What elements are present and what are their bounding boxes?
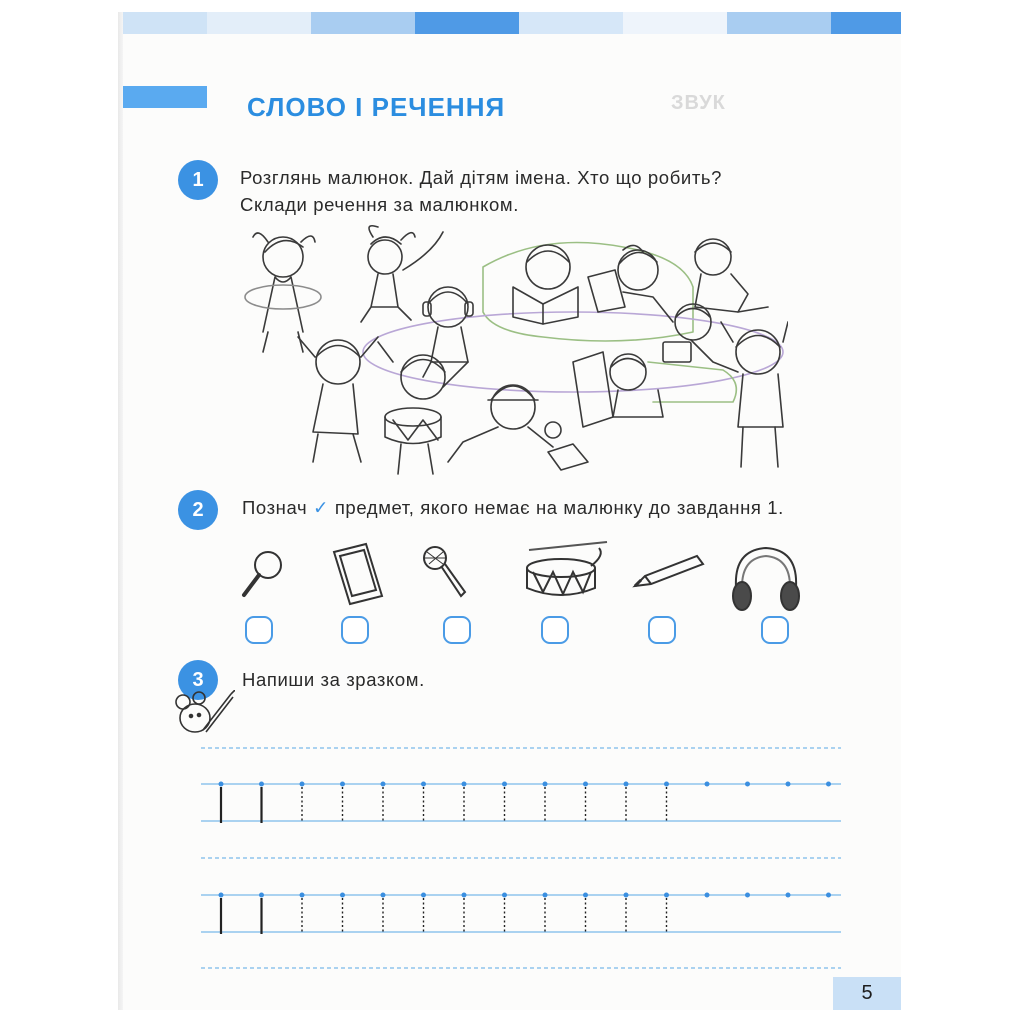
start-dot	[705, 893, 710, 898]
start-dot	[340, 782, 345, 787]
drum-icon	[521, 540, 611, 600]
start-dot	[745, 893, 750, 898]
task-1-line-2: Склади речення за малюнком.	[240, 194, 519, 215]
show-through-title: ЗВУК	[671, 92, 726, 114]
task-1-line-1: Розглянь малюнок. Дай дітям імена. Хто що робить?	[240, 167, 723, 188]
task-3-number: 3	[178, 660, 218, 700]
start-dot	[219, 893, 224, 898]
workbook-page	[123, 12, 901, 1010]
start-dot	[462, 893, 467, 898]
phone-icon	[328, 540, 388, 610]
answer-box-pencil[interactable]	[648, 616, 676, 644]
start-dot	[340, 893, 345, 898]
start-dot	[381, 782, 386, 787]
start-dot	[583, 782, 588, 787]
start-dot	[259, 782, 264, 787]
magnifier-icon	[238, 547, 288, 602]
writing-row-1	[219, 782, 832, 824]
start-dot	[583, 893, 588, 898]
start-dot	[543, 782, 548, 787]
headphones-icon	[726, 542, 806, 617]
start-dot	[381, 893, 386, 898]
task-1-text	[240, 164, 722, 218]
start-dot	[705, 782, 710, 787]
pencil-icon	[631, 552, 706, 592]
start-dot	[745, 782, 750, 787]
writing-row-2	[219, 893, 832, 935]
start-dot	[664, 782, 669, 787]
start-dot	[300, 893, 305, 898]
page-number: 5	[833, 977, 901, 1010]
checkmark-icon: ✓	[312, 497, 330, 518]
start-dot	[664, 893, 669, 898]
task-2-text-after: предмет, якого немає на малюнку до завдання 1.	[334, 497, 784, 518]
answer-box-microphone[interactable]	[443, 616, 471, 644]
answer-box-phone[interactable]	[341, 616, 369, 644]
task-2-text	[242, 494, 784, 521]
start-dot	[421, 893, 426, 898]
start-dot	[300, 782, 305, 787]
start-dot	[421, 782, 426, 787]
start-dot	[543, 893, 548, 898]
start-dot	[462, 782, 467, 787]
start-dot	[624, 893, 629, 898]
answer-box-headphones[interactable]	[761, 616, 789, 644]
title-accent-bar	[123, 86, 207, 108]
start-dot	[502, 893, 507, 898]
microphone-icon	[421, 544, 471, 604]
task-2-number: 2	[178, 490, 218, 530]
start-dot	[502, 782, 507, 787]
task-1-number: 1	[178, 160, 218, 200]
start-dot	[786, 893, 791, 898]
answer-box-magnifier[interactable]	[245, 616, 273, 644]
start-dot	[826, 893, 831, 898]
task-2-text-before: Познач	[242, 497, 308, 518]
start-dot	[624, 782, 629, 787]
top-color-band	[123, 12, 901, 34]
lesson-title: СЛОВО І РЕЧЕННЯ	[247, 92, 506, 122]
start-dot	[219, 782, 224, 787]
start-dot	[826, 782, 831, 787]
task-3-text: Напиши за зразком.	[242, 669, 425, 690]
start-dot	[786, 782, 791, 787]
children-playing-illustration	[243, 212, 788, 482]
start-dot	[259, 893, 264, 898]
handwriting-guidelines	[123, 732, 901, 992]
answer-box-drum[interactable]	[541, 616, 569, 644]
